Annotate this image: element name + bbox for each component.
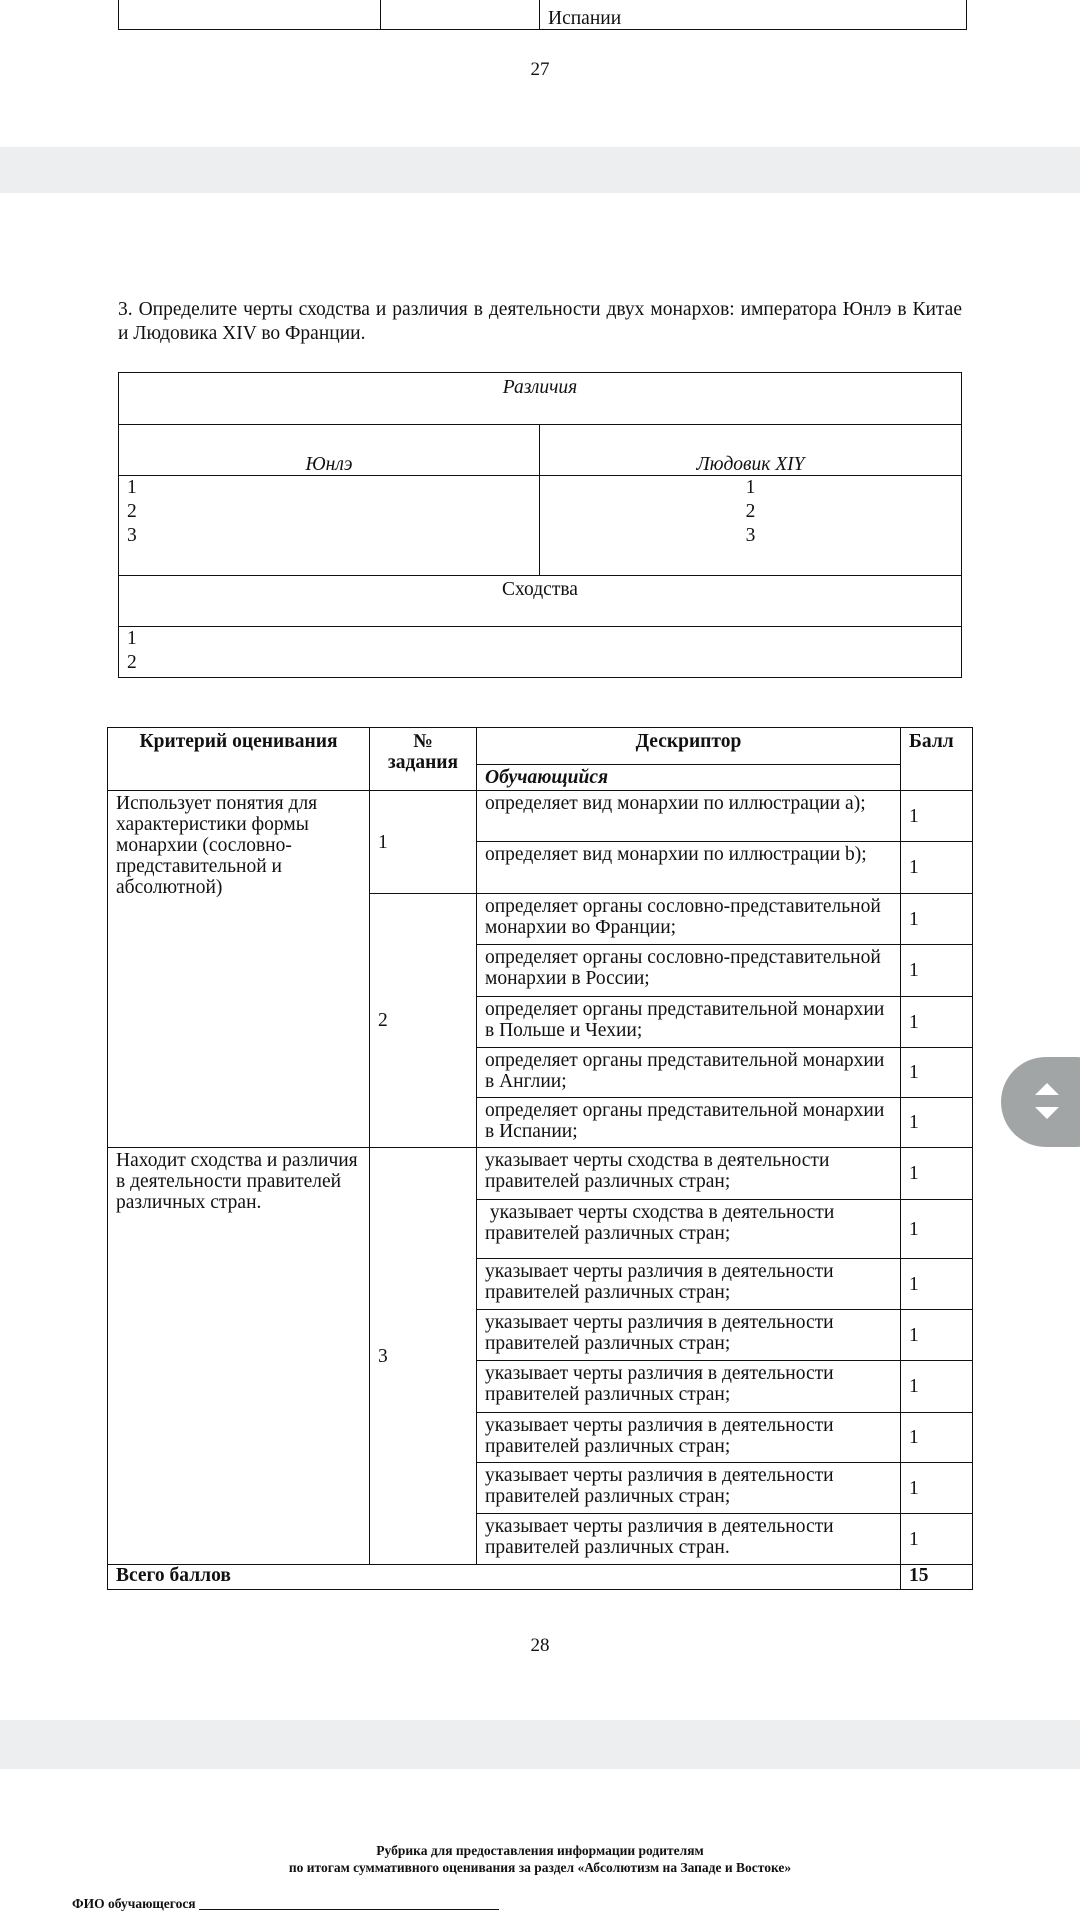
comparison-table bbox=[118, 372, 962, 678]
similarities-header: Сходства bbox=[119, 576, 962, 627]
page-separator bbox=[0, 147, 1080, 193]
question-text: 3. Определите черты сходства и различия в деятельности двух монархов: императора Юнлэ в Китае и Людовика XIV во Франции. bbox=[118, 299, 962, 344]
table-row bbox=[108, 791, 973, 842]
col-yongle: Юнлэ bbox=[119, 425, 540, 476]
page-separator bbox=[0, 1720, 1080, 1769]
descriptor-cell: указывает черты различия в деятельности правителей различных стран. bbox=[477, 1514, 901, 1565]
descriptor-cell: определяет органы представительной монархии в Англии; bbox=[477, 1048, 901, 1098]
total-score: 15 bbox=[901, 1565, 973, 1590]
fio-blank bbox=[199, 1909, 499, 1910]
page-number-27: 27 bbox=[530, 59, 550, 80]
score-cell: 1 bbox=[901, 1310, 973, 1361]
total-label: Всего баллов bbox=[108, 1565, 901, 1590]
descriptor-cell: указывает черты различия в деятельности правителей различных стран; bbox=[477, 1463, 901, 1514]
col-louis: Людовик XIY bbox=[540, 425, 962, 476]
arrow-down-icon bbox=[1035, 1107, 1059, 1119]
similarities-answers[interactable]: 1 2 bbox=[119, 627, 962, 678]
score-cell: 1 bbox=[901, 1200, 973, 1259]
task-number-cell: 2 bbox=[370, 894, 477, 1148]
score-cell: 1 bbox=[901, 791, 973, 842]
descriptor-cell: определяет органы представительной монархии в Испании; bbox=[477, 1098, 901, 1148]
score-cell: 1 bbox=[901, 1463, 973, 1514]
arrow-up-icon bbox=[1035, 1083, 1059, 1095]
descriptor-cell: указывает черты сходства в деятельности правителей различных стран; bbox=[477, 1200, 901, 1259]
descriptor-cell: определяет вид монархии по иллюстрации b); bbox=[477, 842, 901, 894]
descriptor-cell: указывает черты различия в деятельности правителей различных стран; bbox=[477, 1259, 901, 1310]
prev-table-fragment bbox=[118, 0, 967, 30]
fio-field bbox=[72, 1896, 499, 1912]
rubric-table bbox=[107, 727, 973, 1590]
page-number-28: 28 bbox=[530, 1635, 550, 1656]
score-cell: 1 bbox=[901, 945, 973, 997]
criterion-cell: Находит сходства и различия в деятельности правителей различных стран. bbox=[108, 1148, 370, 1565]
page-scroll-button[interactable] bbox=[1001, 1057, 1080, 1147]
score-cell: 1 bbox=[901, 1259, 973, 1310]
descriptor-cell: определяет органы сословно-представительной монархии в России; bbox=[477, 945, 901, 997]
louis-answers[interactable]: 1 2 3 bbox=[540, 476, 962, 576]
descriptor-cell: определяет органы сословно-представительной монархии во Франции; bbox=[477, 894, 901, 945]
score-cell: 1 bbox=[901, 1048, 973, 1098]
header-task: № задания bbox=[370, 728, 477, 791]
prev-cell-text: Испании bbox=[548, 8, 622, 29]
descriptor-cell: определяет вид монархии по иллюстрации а); bbox=[477, 791, 901, 842]
score-cell: 1 bbox=[901, 1361, 973, 1413]
score-cell: 1 bbox=[901, 1098, 973, 1148]
header-descriptor: Дескриптор bbox=[477, 728, 901, 765]
score-cell: 1 bbox=[901, 842, 973, 894]
descriptor-cell: указывает черты различия в деятельности правителей различных стран; bbox=[477, 1310, 901, 1361]
score-cell: 1 bbox=[901, 1413, 973, 1463]
criterion-cell: Использует понятия для характеристики формы монархии (сословно-представительной и абсолютной) bbox=[108, 791, 370, 1148]
score-cell: 1 bbox=[901, 1148, 973, 1200]
header-criterion: Критерий оценивания bbox=[108, 728, 370, 791]
header-learner: Обучающийся bbox=[477, 765, 901, 791]
score-cell: 1 bbox=[901, 1514, 973, 1565]
score-cell: 1 bbox=[901, 894, 973, 945]
rubric-title-line2: по итогам суммативного оценивания за раздел «Абсолютизм на Западе и Востоке» bbox=[288, 1860, 792, 1875]
score-cell: 1 bbox=[901, 997, 973, 1048]
descriptor-cell: указывает черты различия в деятельности правителей различных стран; bbox=[477, 1361, 901, 1413]
task-number-cell: 3 bbox=[370, 1148, 477, 1565]
rubric-title-line1: Рубрика для предоставления информации родителям bbox=[376, 1843, 704, 1858]
header-score: Балл bbox=[901, 728, 973, 791]
total-row bbox=[108, 1565, 973, 1590]
yongle-answers[interactable]: 1 2 3 bbox=[119, 476, 540, 576]
differences-header: Различия bbox=[119, 373, 962, 425]
task-number-cell: 1 bbox=[370, 791, 477, 894]
table-row bbox=[108, 1148, 973, 1200]
descriptor-cell: указывает черты различия в деятельности правителей различных стран; bbox=[477, 1413, 901, 1463]
fio-label: ФИО обучающегося bbox=[72, 1896, 196, 1911]
descriptor-cell: определяет органы представительной монархии в Польше и Чехии; bbox=[477, 997, 901, 1048]
descriptor-cell: указывает черты сходства в деятельности правителей различных стран; bbox=[477, 1148, 901, 1200]
